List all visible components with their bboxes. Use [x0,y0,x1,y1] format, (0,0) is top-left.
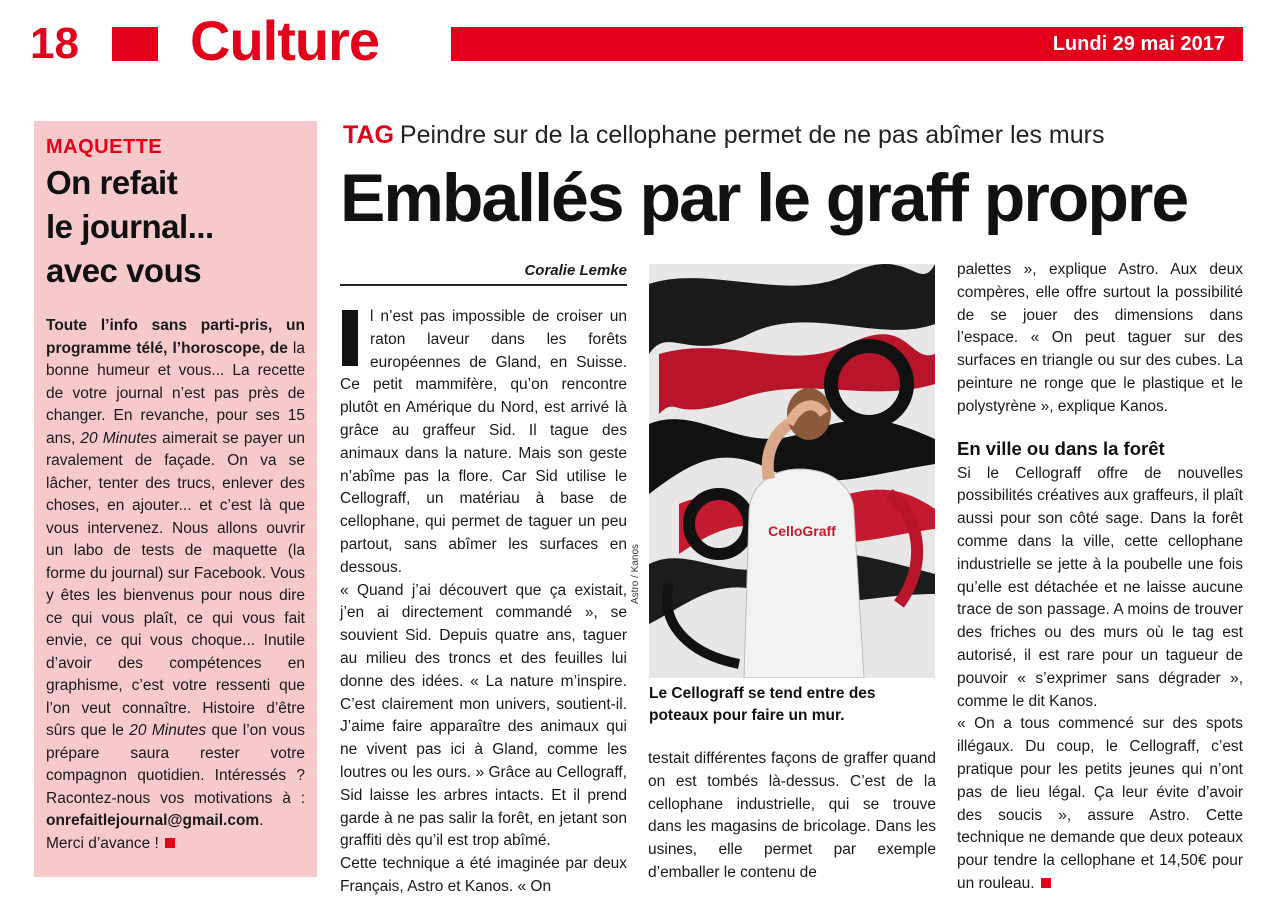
sidebar-box [34,121,317,877]
sidebar-text: . Merci d’avance ! [46,812,264,852]
header-bar [451,27,1243,61]
end-mark-icon [165,838,175,848]
end-mark-icon [1041,878,1051,888]
paragraph [957,713,1243,895]
kicker-text: Peindre sur de la cellophane permet de ne pas abîmer les murs [399,121,1105,149]
sidebar-title-line: On refait [46,164,178,201]
sidebar-title [46,161,305,293]
dropcap-i [342,310,358,366]
article-headline: Emballés par le graff propre [340,160,1188,236]
photo-caption: Le Cellograff se tend entre des poteaux pour faire un mur. [649,685,876,724]
contact-email-link[interactable]: onrefaitlejournal@gmail.com [46,812,260,829]
sidebar-title-line: le journal... [46,208,214,245]
page-number: 18 [30,19,79,68]
photo-credit: Astro / Kanos [630,543,641,604]
sidebar-lead: Toute l’info sans parti-pris, un programme télé, l’horoscope, de [46,317,305,357]
article-subhead: En ville ou dans la forêt [957,437,1165,459]
sidebar-text: que l’on vous prépare saura rester votre compagnon quotidien. Intéressés ? Racontez-nous vos motivations à : [46,722,305,807]
brand-name: 20 Minutes [80,429,158,447]
article-column-1 [340,306,627,899]
paragraph: Si le Cellograff offre de nouvelles possibilités créatives aux graffeurs, il plaît aussi pour son côté sage. Dans la forêt comme dans la ville, cette cellophane industrielle se jette à la poubelle une fois qu’elle est détachée et ne laisse aucune trace de son passage. A moins de trouver des friches ou des murs où le tag est autorisé, il est rare pour un tagueur de pouvoir « s’exprimer sans dégrader », comme le dit Kanos. [957,464,1243,710]
sidebar-kicker: MAQUETTE [46,136,163,158]
sidebar-title-line: avec vous [46,252,202,289]
article-column-2 [648,748,936,885]
paragraph-text: l n’est pas impossible de croiser un raton laveur dans les forêts européennes de Gland, en Suisse. Ce petit mammifère, qu’on rencontre plutôt en Amérique du Nord, est arrivé là grâce au graffeur Sid. Il tague des animaux dans la nature. Mais son geste n’abîme pas la flore. Car Sid utilise le Cellograff, un matériau à base de cellophane, qui permet de taguer un peu partout, sans abîmer les surfaces en dessous. [340,308,627,576]
section-marker-square [112,27,158,61]
sidebar-text: aimerait se payer un ravalement de façade. On va se lâcher, tenter des trucs, enlever des choses, en ajouter... et c’est là que vous intervenez. Nous allons ouvrir un labo de tests de maquette (la forme du journal) sur Facebook. Vous y êtes les bienvenus pour nous dire ce qui vous plaît, ce qui vous fait envie, ce qui vous choque... Inutile d’avoir des compétences en graphisme, c’est votre ressenti que l’on veut connaître. Histoire d’être sûrs que le [46,429,305,739]
sidebar-body [46,315,305,855]
shirt-logo-text: CelloGraff [768,523,836,539]
paragraph: Cette technique a été imaginée par deux Français, Astro et Kanos. « On [340,855,627,895]
section-title: Culture [190,9,379,72]
paragraph: testait différentes façons de graffer quand on est tombés là-dessus. C’est de la cellophane industrielle, qui se trouve dans les magasins de bricolage. Dans les usines, elle permet par exemple d’emballer le contenu de [648,750,936,881]
article-photo [649,264,935,678]
issue-date: Lundi 29 mai 2017 [1052,33,1225,55]
brand-name: 20 Minutes [129,722,207,739]
paragraph-text: « On a tous commencé sur des spots illégaux. Du coup, le Cellograff, c’est pratique pour les petits jeunes qui n’ont pas de lieu légal. Ça leur évite d’avoir des soucis », assure Astro. Cette technique ne demande que deux poteaux pour tendre la cellophane et 14,50€ pour un rouleau. [957,715,1243,892]
author-byline: Coralie Lemke [340,261,627,286]
article-column-3 [957,259,1243,896]
graffiti-illustration [649,264,935,678]
paragraph: palettes », explique Astro. Aux deux compères, elle offre surtout la possibilité de se jouer des dimensions dans l’espace. « On peut taguer sur des surfaces en triangle ou sur des cubes. La peinture ne ronge que le plastique et le polystyrène », explique Kanos. [957,261,1243,415]
sidebar-text: la bonne humeur et vous... La recette de votre journal n’est pas près de changer. En revanche, pour ses 15 ans, [46,339,305,447]
tag-label: TAG [343,121,394,149]
paragraph [340,306,627,580]
article-kicker [343,120,1104,150]
paragraph: « Quand j’ai découvert que ça existait, j’en ai directement commandé », se souvient Sid. Depuis quatre ans, taguer au milieu des troncs et des feuilles lui donne des idées. « La nature m’inspire. C’est clairement mon univers, soutient-il. J’aime faire apparaître des animaux qui ne vivent pas ici à Gland, comme les loutres ou les ours. » Grâce au Cellograff, Sid laisse les arbres intacts. Et il prend garde à ne pas salir la forêt, en jetant son graffiti dès qu’il est trop abîmé. [340,581,627,850]
